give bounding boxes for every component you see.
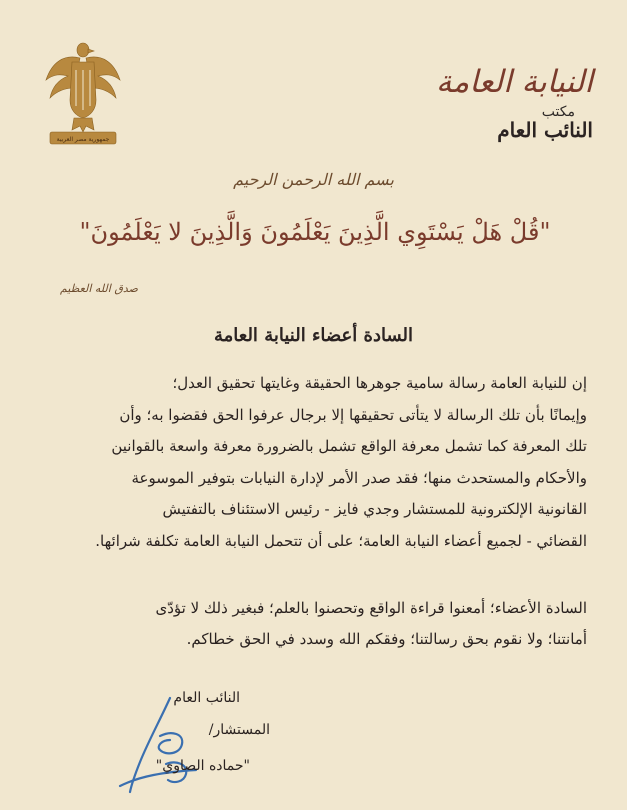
signature-rank: المستشار/ [208, 722, 270, 738]
bismillah: بسم الله الرحمن الرحيم [233, 170, 394, 189]
paragraph-2 [62, 593, 587, 655]
paragraph-line: إن للنيابة العامة رسالة سامية جوهرها الحقيقة وغايتها تحقيق العدل؛ [172, 374, 587, 392]
eagle-emblem-icon [44, 40, 122, 150]
paragraph-line: أمانتنا؛ ولا نقوم بحق رسالتنا؛ وفقكم الله وسدد في الحق خطاكم. [186, 630, 587, 648]
office-header [393, 64, 593, 142]
handwritten-signature [100, 690, 230, 800]
office-title: النائب العام [497, 118, 593, 142]
paragraph-1 [62, 368, 587, 557]
paragraph-line: والأحكام والمستحدث منها؛ فقد صدر الأمر لإدارة النيابات بتوفير الموسوعة [131, 468, 587, 487]
paragraph-line: تلك المعرفة كما تشمل معرفة الواقع تشمل بالضرورة معرفة واسعة بالقوانين [111, 437, 587, 455]
verse-reference: صدق الله العظيم [60, 282, 138, 295]
office-name: النيابة العامة [436, 64, 593, 100]
paragraph-line: السادة الأعضاء؛ أمعنوا قراءة الواقع وتحصنوا بالعلم؛ فبغير ذلك لا تؤدّى [155, 599, 587, 617]
quran-verse: "قُلْ هَلْ يَسْتَوِي الَّذِينَ يَعْلَمُونَ وَالَّذِينَ لا يَعْلَمُونَ" [79, 218, 551, 246]
paragraph-line: القانونية الإلكترونية للمستشار وجدي فايز - رئيس الاستئناف بالتفتيش [162, 500, 587, 518]
salutation-heading: السادة أعضاء النيابة العامة [213, 325, 413, 346]
paragraph-line: القضائي - لجميع أعضاء النيابة العامة؛ على أن تتحمل النيابة العامة تكلفة شرائها. [95, 531, 587, 550]
emblem-caption: جمهورية مصر العربية [56, 136, 110, 143]
signature-name: "حماده الصاوي" [155, 758, 250, 774]
signature-title: النائب العام [173, 690, 240, 706]
office-line: مكتب [541, 104, 575, 120]
paragraph-line: وإيمانًا بأن تلك الرسالة لا يتأتى تحقيقها إلا برجال عرفوا الحق فقضوا به؛ وأن [119, 405, 587, 424]
